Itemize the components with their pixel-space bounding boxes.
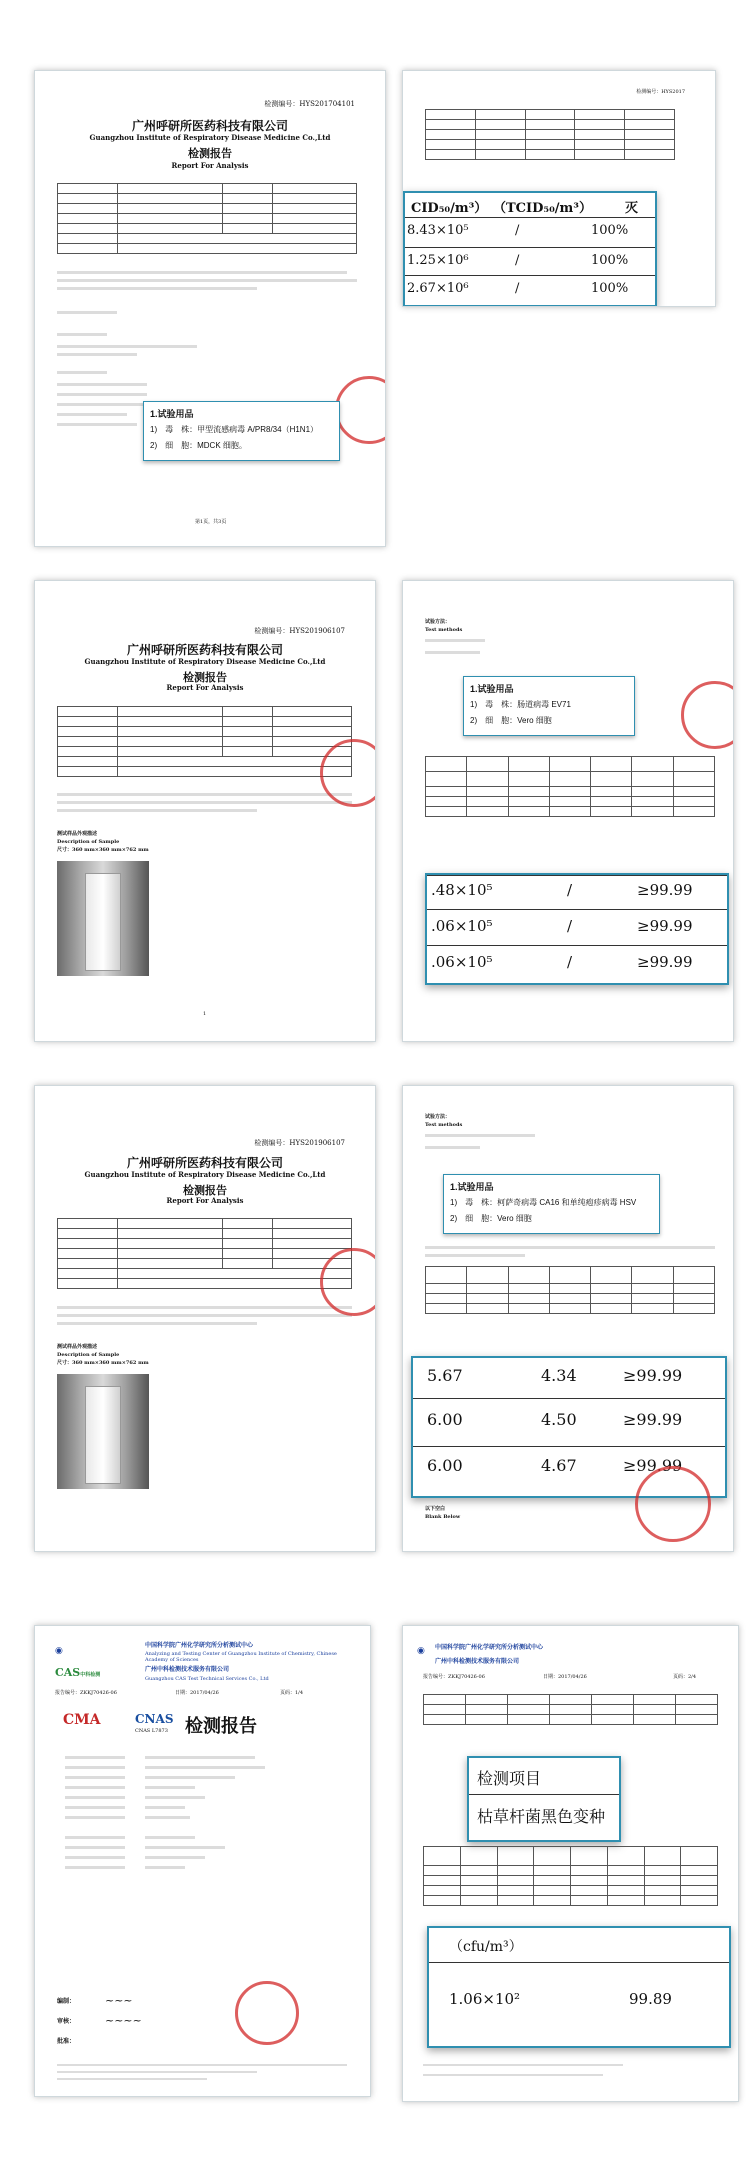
report-title-en: Report For Analysis [166, 1196, 244, 1205]
result-row: 6.00 [427, 1456, 463, 1475]
red-seal-stamp [635, 1466, 711, 1542]
cnas-logo: CNAS [135, 1712, 174, 1726]
report-title-cn: 检测报告 [183, 671, 227, 684]
report-title-cn: 检测报告 [188, 147, 232, 160]
company-name-cn: 广州呼研所医药科技有限公司 [126, 643, 283, 657]
result-row: 1.06×10² [449, 1990, 521, 2008]
report-number: 检测编号：HYS201906107 [254, 627, 345, 635]
results-zoom: CID₅₀/m³） （TCID₅₀/m³） 灭 8.43×10⁵ / 100% 1.25×10⁶ / 100% 2.67×10⁶ / 100% [403, 191, 657, 307]
materials-callout: 1.试验用品 1) 毒 株：甲型流感病毒 A/PR8/34（H1N1） 2) 细 胞：MDCK 细胞。 [143, 401, 340, 461]
materials-callout: 1.试验用品 1) 毒 株：柯萨奇病毒 CA16 和单纯疱疹病毒 HSV 2) 细 胞：Vero 细胞 [443, 1174, 660, 1234]
company-name-en: Guangzhou Institute of Respiratory Disease Medicine Co.,Ltd [84, 657, 326, 666]
report-page-8-cas-results: ◉ 中国科学院广州化学研究所分析测试中心 广州中科检测技术服务有限公司 报告编号：ZKKJ70426-06 日期：2017/04/26 页码：2/4 检测项目 枯草杆菌黑色变种 （cfu/m³） 1.06×10² 99.89 [402, 1625, 739, 2102]
sample-info-table [57, 706, 352, 777]
report-page-4-ev71-results: 试验方法： Test methods 1.试验用品 1) 毒 株：肠道病毒 EV71 2) 细 胞：Vero 细胞 .48×10⁵ / ≥99.99 .06×10⁵ / ≥99.99 .06×10⁵ / ≥99.99 [402, 580, 734, 1042]
cas-logo: ◉ [417, 1646, 425, 1656]
sample-info-table [57, 183, 357, 254]
report-title-en: Report For Analysis [166, 683, 244, 692]
item-zoom: 检测项目 枯草杆菌黑色变种 [467, 1756, 621, 1842]
zkkj-logo: CAS中科检测 [55, 1666, 101, 1679]
report-title-cn: 检测报告 [183, 1184, 227, 1197]
results-zoom: （cfu/m³） 1.06×10² 99.89 [427, 1926, 731, 2048]
results-table-lower [423, 1846, 718, 1906]
report-title-en: Report For Analysis [171, 161, 249, 170]
red-seal-stamp [681, 681, 734, 749]
report-page-6-ca16-results: 试验方法： Test methods 1.试验用品 1) 毒 株：柯萨奇病毒 CA16 和单纯疱疹病毒 HSV 2) 细 胞：Vero 细胞 5.67 4.34 ≥99.99 6.00 4.50 ≥99.99 6.00 4.67 ≥99.99 以下空白 Blank Below [402, 1085, 734, 1552]
report-page-2-influenza-results: 检测编号：HYS2017 CID₅₀/m³） （TCID₅₀/m³） 灭 8.43×10⁵ / 100% 1.25×10⁶ / 100% 2.67×10⁶ / 100% [402, 70, 716, 307]
result-row: .06×10⁵ [431, 953, 493, 971]
results-table-small [423, 1694, 718, 1725]
red-seal-stamp [235, 1981, 299, 2045]
result-row: 5.67 [427, 1366, 463, 1385]
result-row: 1.25×10⁶ [407, 253, 469, 268]
results-zoom: 5.67 4.34 ≥99.99 6.00 4.50 ≥99.99 6.00 4.67 ≥99.99 [411, 1356, 727, 1498]
results-zoom: .48×10⁵ / ≥99.99 .06×10⁵ / ≥99.99 .06×10⁵ / ≥99.99 [425, 873, 729, 985]
report-page-1-influenza [34, 70, 386, 547]
report-page-7-cas-cover: ◉ 中国科学院广州化学研究所分析测试中心 Analyzing and Testing Center of Guangzhou Institute of Chemistry, Chinese Academy of Sciences 广州中科检测技术服务有限公司 Guangzhou CAS Test Technical Services Co., Ltd CAS中科检测 报告编号：ZKKJ70426-06 日期：2017/04/26 页码：1/4 CMA CNAS CNAS L7873 检测报告 编制： 审核： 批准： ~~~ ~~~~ [34, 1625, 371, 2097]
sample-info-table [57, 1218, 352, 1289]
materials-callout: 1.试验用品 1) 毒 株：肠道病毒 EV71 2) 细 胞：Vero 细胞 [463, 676, 635, 736]
cma-logo: CMA [63, 1712, 101, 1728]
company-name-en: Guangzhou Institute of Respiratory Disease Medicine Co.,Ltd [89, 133, 331, 142]
result-row: .06×10⁵ [431, 917, 493, 935]
results-table-small [425, 1266, 715, 1314]
device-photo [57, 1374, 149, 1489]
cas-logo: ◉ [55, 1646, 63, 1656]
red-seal-stamp [335, 376, 386, 444]
result-row: 8.43×10⁵ [407, 223, 469, 238]
device-photo [57, 861, 149, 976]
company-name-cn: 广州呼研所医药科技有限公司 [131, 119, 288, 133]
red-seal-stamp [320, 739, 376, 807]
report-number: 检测编号：HYS201906107 [254, 1139, 345, 1147]
report-number: 检测编号：HYS201704101 [264, 100, 355, 108]
report-title-cn: 检测报告 [185, 1716, 257, 1737]
results-table-small [425, 109, 675, 160]
report-page-3-ev71: 检测编号：HYS201906107 广州呼研所医药科技有限公司 Guangzhou Institute of Respiratory Disease Medicine Co.,Ltd 检测报告 Report For Analysis 测试样品外观描述 Description of Sample 尺寸：360 mm×360 mm×762 mm 1 [34, 580, 376, 1042]
company-name-cn: 广州呼研所医药科技有限公司 [126, 1156, 283, 1170]
signature-1: ~~~ [105, 1994, 133, 2007]
company-name-en: Guangzhou Institute of Respiratory Disease Medicine Co.,Ltd [84, 1170, 326, 1179]
results-table-small [425, 756, 715, 817]
result-row: .48×10⁵ [431, 881, 493, 899]
result-row: 2.67×10⁶ [407, 281, 469, 296]
result-row: 6.00 [427, 1410, 463, 1429]
report-page-5-ca16: 检测编号：HYS201906107 广州呼研所医药科技有限公司 Guangzhou Institute of Respiratory Disease Medicine Co.,Ltd 检测报告 Report For Analysis 测试样品外观描述 Description of Sample 尺寸：360 mm×360 mm×762 mm [34, 1085, 376, 1552]
signature-2: ~~~~ [105, 2014, 142, 2027]
page-footer: 第1页，共3页 [195, 519, 227, 525]
